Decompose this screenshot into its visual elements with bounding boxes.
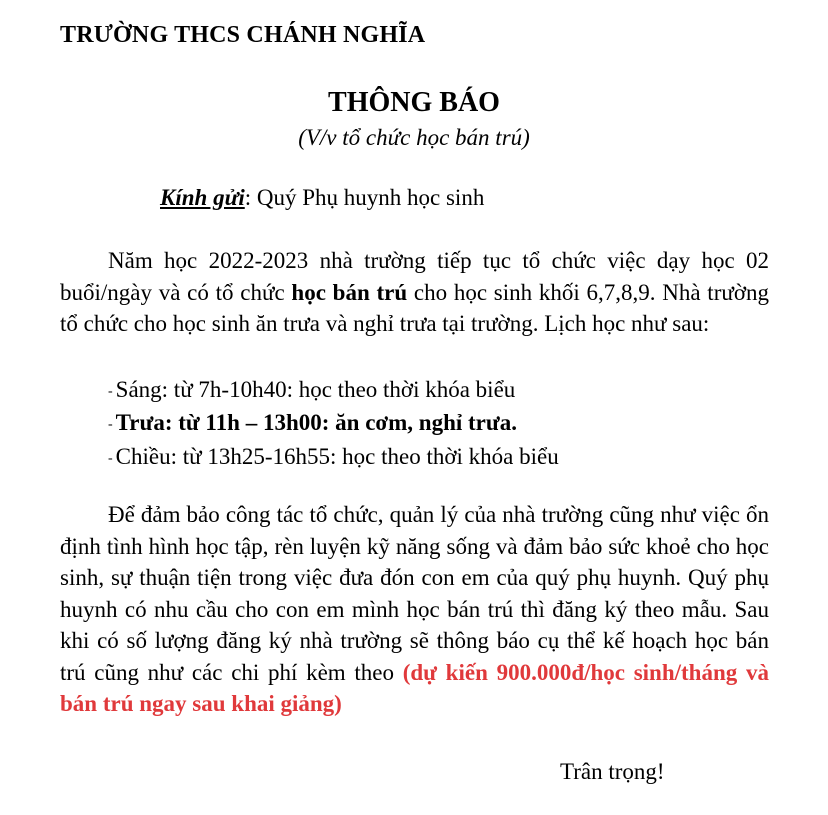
greeting-line xyxy=(160,185,484,211)
schedule-list xyxy=(108,374,559,474)
paragraph-intro-part1: Năm học 2022-2023 nhà trường tiếp tục tổ chức việc dạy học 02 buổi/ngày và có tổ chức xyxy=(60,248,769,305)
school-name: TRƯỜNG THCS CHÁNH NGHĨA xyxy=(60,22,426,48)
schedule-afternoon-text: Chiều: từ 13h25-16h55: học theo thời khóa biểu xyxy=(115,443,559,469)
closing-line: Trân trọng! xyxy=(560,759,665,784)
bullet-dash: - xyxy=(108,383,113,399)
bullet-dash: - xyxy=(108,417,113,433)
schedule-item-afternoon xyxy=(108,441,559,474)
paragraph-registration-text: Để đảm bảo công tác tổ chức, quản lý của nhà trường cũng như việc ổn định tình hình học tập, rèn luyện kỹ năng sống và đảm bảo sức khoẻ cho học sinh, sự thuận tiện trong việc đưa đón con em của quý phụ huynh. Quý phụ huynh có nhu cầu cho con em mình học bán trú thì đăng ký theo mẫu. Sau khi có số lượng đăng ký nhà trường sẽ thông báo cụ thể kế hoạch học bán trú cũng như các chi phí kèm theo xyxy=(60,502,769,685)
paragraph-registration-cost-note: (dự kiến 900.000đ/học sinh/tháng và bán trú ngay sau khai giảng) xyxy=(60,659,769,716)
paragraph-intro-part2: cho học sinh khối 6,7,8,9. Nhà trường tổ chức cho học sinh ăn trưa và nghỉ trưa tại trường. Lịch học như sau: xyxy=(60,279,769,336)
schedule-item-morning xyxy=(108,374,559,407)
greeting-separator: : xyxy=(244,185,252,210)
greeting-recipient: Quý Phụ huynh học sinh xyxy=(251,185,485,210)
bullet-dash: - xyxy=(108,450,113,466)
notice-subtitle: (V/v tổ chức học bán trú) xyxy=(298,125,530,150)
schedule-morning-text: Sáng: từ 7h-10h40: học theo thời khóa biểu xyxy=(115,377,516,402)
paragraph-registration xyxy=(60,499,769,720)
schedule-item-noon xyxy=(108,407,559,440)
paragraph-intro xyxy=(60,245,769,340)
paragraph-intro-highlight: học bán trú xyxy=(291,279,408,305)
greeting-label: Kính gửi xyxy=(160,185,245,210)
notice-title: THÔNG BÁO xyxy=(328,87,500,118)
schedule-noon-text: Trưa: từ 11h – 13h00: ăn cơm, nghỉ trưa. xyxy=(115,410,517,436)
